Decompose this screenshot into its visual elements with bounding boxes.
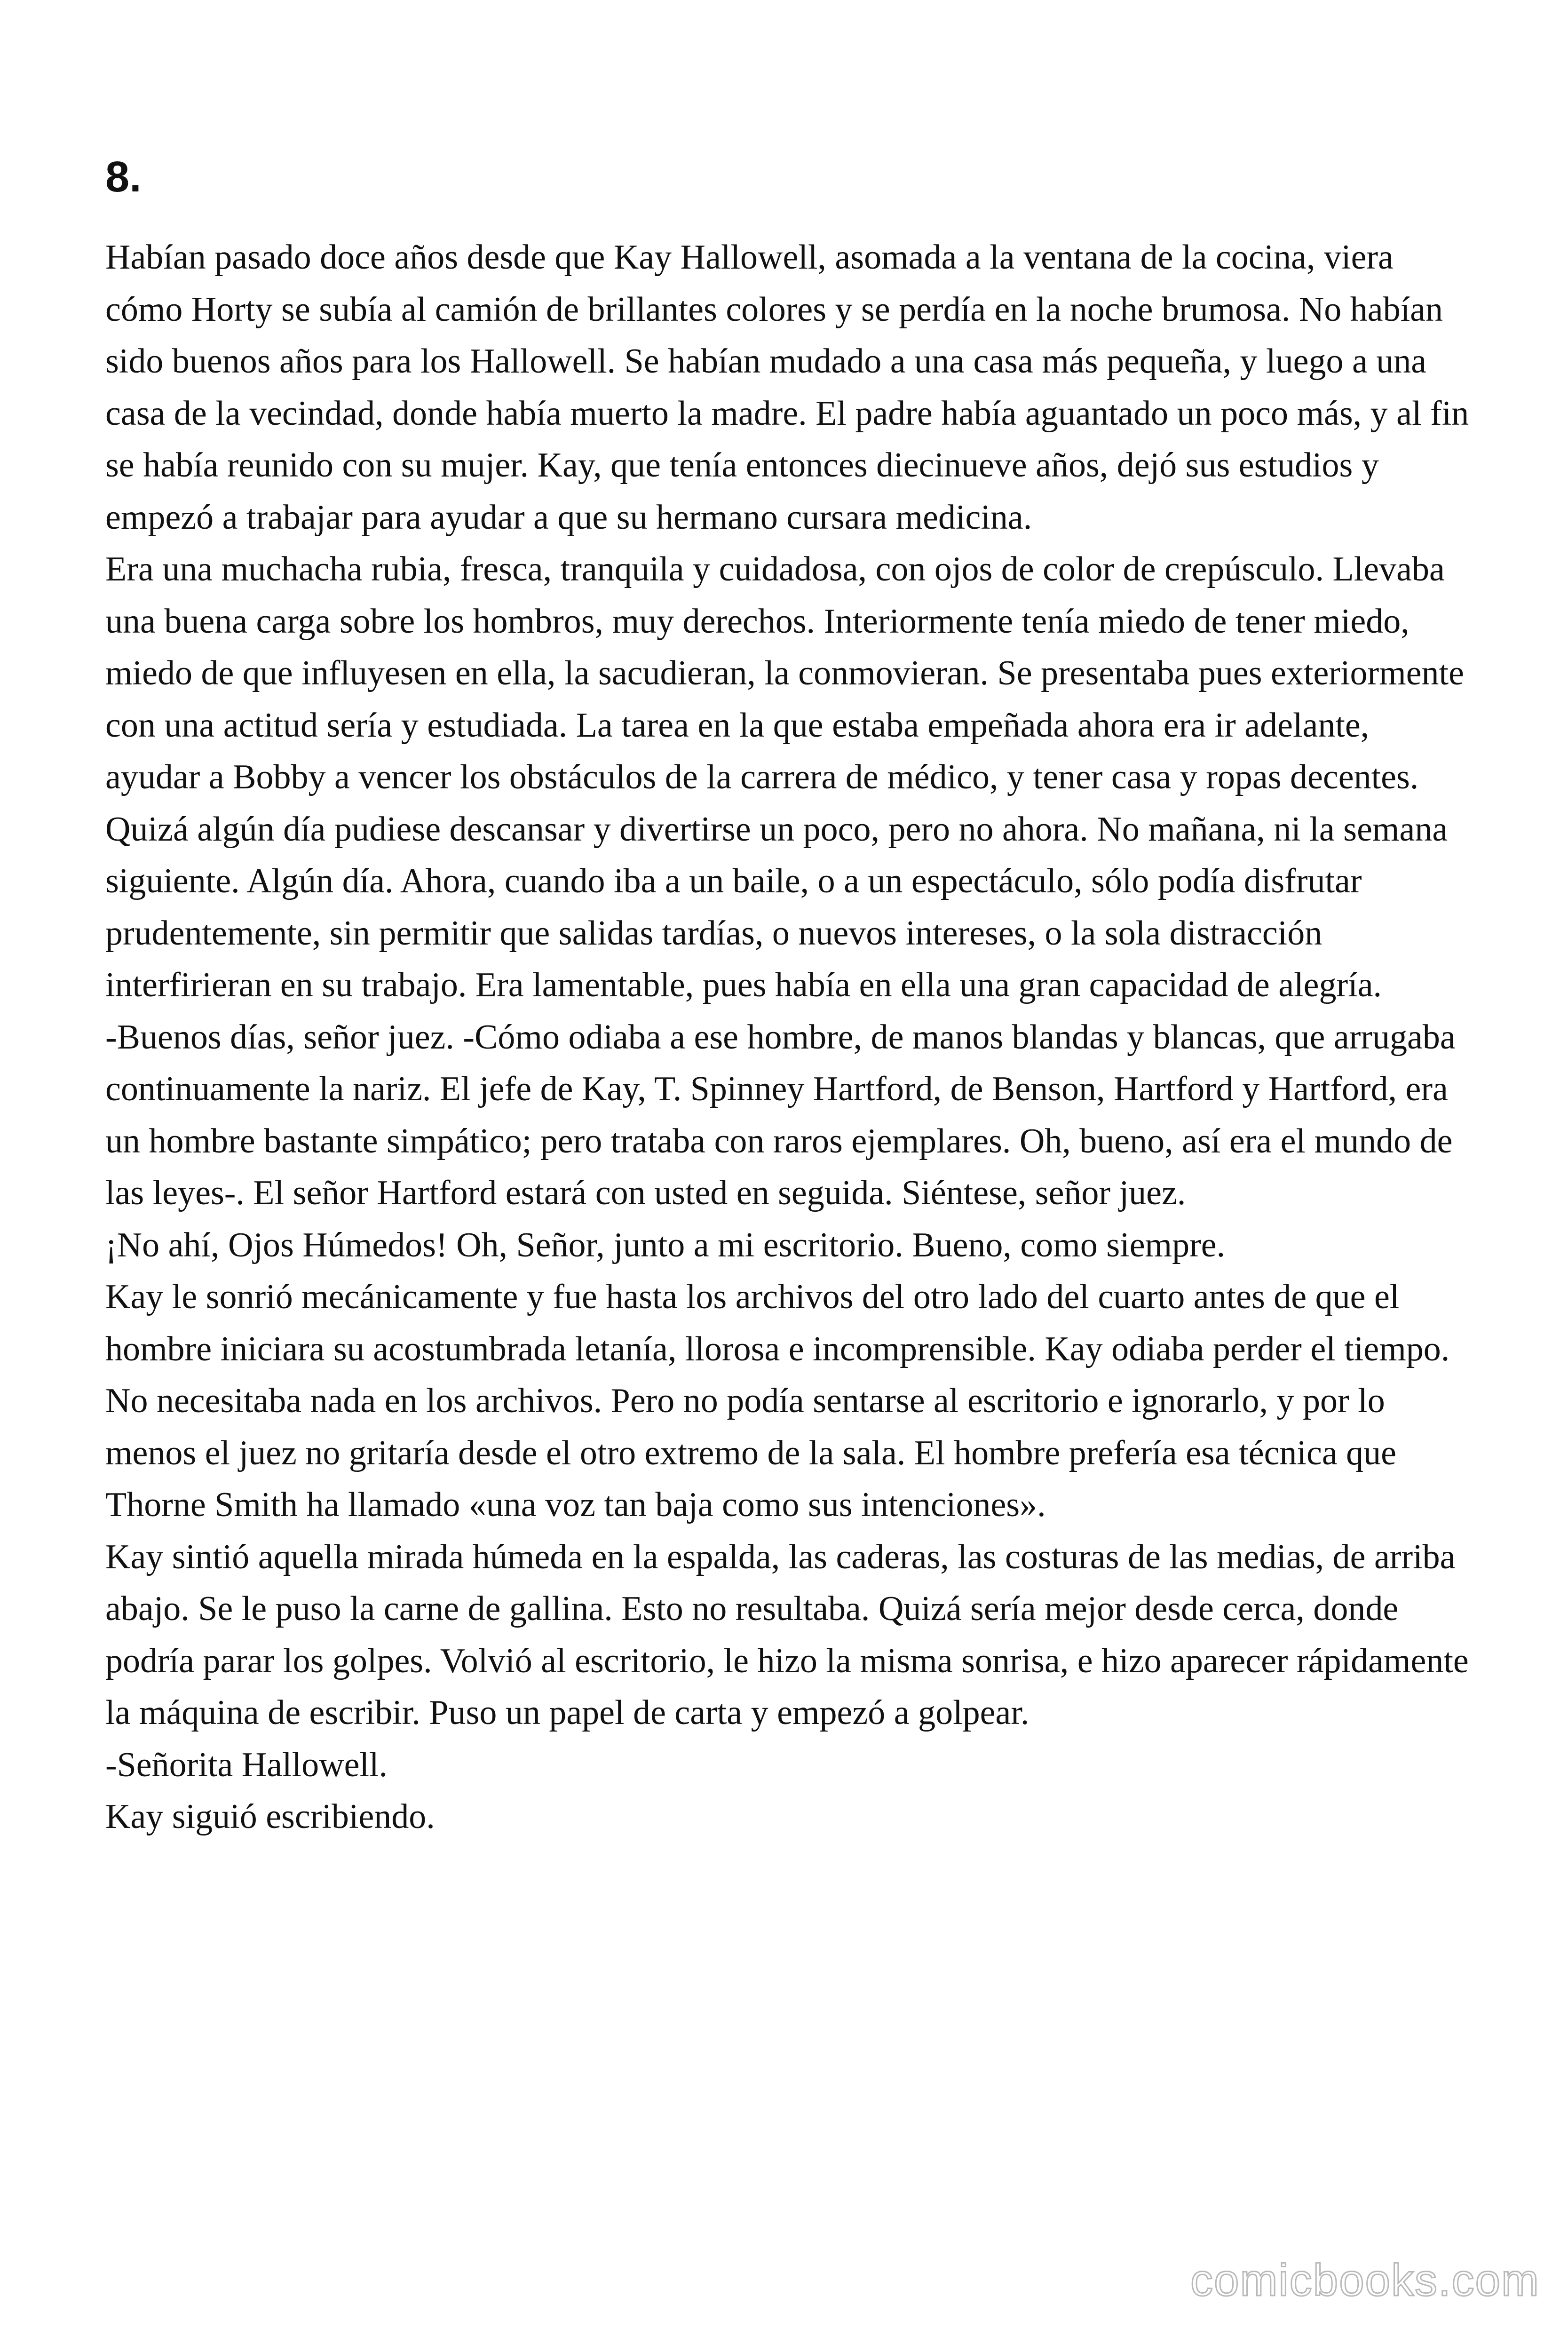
chapter-heading: 8.: [105, 153, 142, 201]
paragraph: Habían pasado doce años desde que Kay Hallowell, asomada a la ventana de la cocina, viera cómo Horty se subía al camión de brillantes colores y se perdía en la noche brumosa. No habían sido buenos años para los Hallowell. Se habían mudado a una casa más pequeña, y luego a una casa de la vecindad, donde había muerto la madre. El padre había aguantado un poco más, y al fin se había reunido con su mujer. Kay, que tenía entonces diecinueve años, dejó sus estudios y empezó a trabajar para ayudar a que su hermano cursara medicina.: [105, 238, 1469, 537]
paragraph: Era una muchacha rubia, fresca, tranquila y cuidadosa, con ojos de color de crepúsculo. Llevaba una buena carga sobre los hombros, muy derechos. Interiormente tenía miedo de tener miedo, miedo de que influyesen en ella, la sacudieran, la conmovieran. Se presentaba pues exteriormente con una actitud sería y estudiada. La tarea en la que estaba empeñada ahora era ir adelante, ayudar a Bobby a vencer los obstáculos de la carrera de médico, y tener casa y ropas decentes. Quizá algún día pudiese descansar y divertirse un poco, pero no ahora. No mañana, ni la semana siguiente. Algún día. Ahora, cuando iba a un baile, o a un espectáculo, sólo podía disfrutar prudentemente, sin permitir que salidas tardías, o nuevos intereses, o la sola distracción interfirieran en su trabajo. Era lamentable, pues había en ella una gran capacidad de alegría.: [105, 550, 1464, 1004]
paragraph: Kay sintió aquella mirada húmeda en la espalda, las caderas, las costuras de las medias, de arriba abajo. Se le puso la carne de gallina. Esto no resultaba. Quizá sería mejor desde cerca, donde podría parar los golpes. Volvió al escritorio, le hizo la misma sonrisa, e hizo aparecer rápidamente la máquina de escribir. Puso un papel de carta y empezó a golpear.: [105, 1537, 1469, 1732]
body-text: [105, 231, 1469, 1843]
paragraph: ¡No ahí, Ojos Húmedos! Oh, Señor, junto a mi escritorio. Bueno, como siempre.: [105, 1225, 1226, 1264]
watermark-logo: comicbooks.com: [1190, 2255, 1540, 2305]
paragraph: Kay siguió escribiendo.: [105, 1797, 435, 1836]
paragraph: Kay le sonrió mecánicamente y fue hasta los archivos del otro lado del cuarto antes de que el hombre iniciara su acostumbrada letanía, llorosa e incomprensible. Kay odiaba perder el tiempo. No necesitaba nada en los archivos. Pero no podía sentarse al escritorio e ignorarlo, y por lo menos el juez no gritaría desde el otro extremo de la sala. El hombre prefería esa técnica que Thorne Smith ha llamado «una voz tan baja como sus intenciones».: [105, 1278, 1450, 1524]
paragraph: -Señorita Hallowell.: [105, 1745, 388, 1784]
paragraph: -Buenos días, señor juez. -Cómo odiaba a ese hombre, de manos blandas y blancas, que arrugaba continuamente la nariz. El jefe de Kay, T. Spinney Hartford, de Benson, Hartford y Hartford, era un hombre bastante simpático; pero trataba con raros ejemplares. Oh, bueno, así era el mundo de las leyes-. El señor Hartford estará con usted en seguida. Siéntese, señor juez.: [105, 1017, 1456, 1212]
